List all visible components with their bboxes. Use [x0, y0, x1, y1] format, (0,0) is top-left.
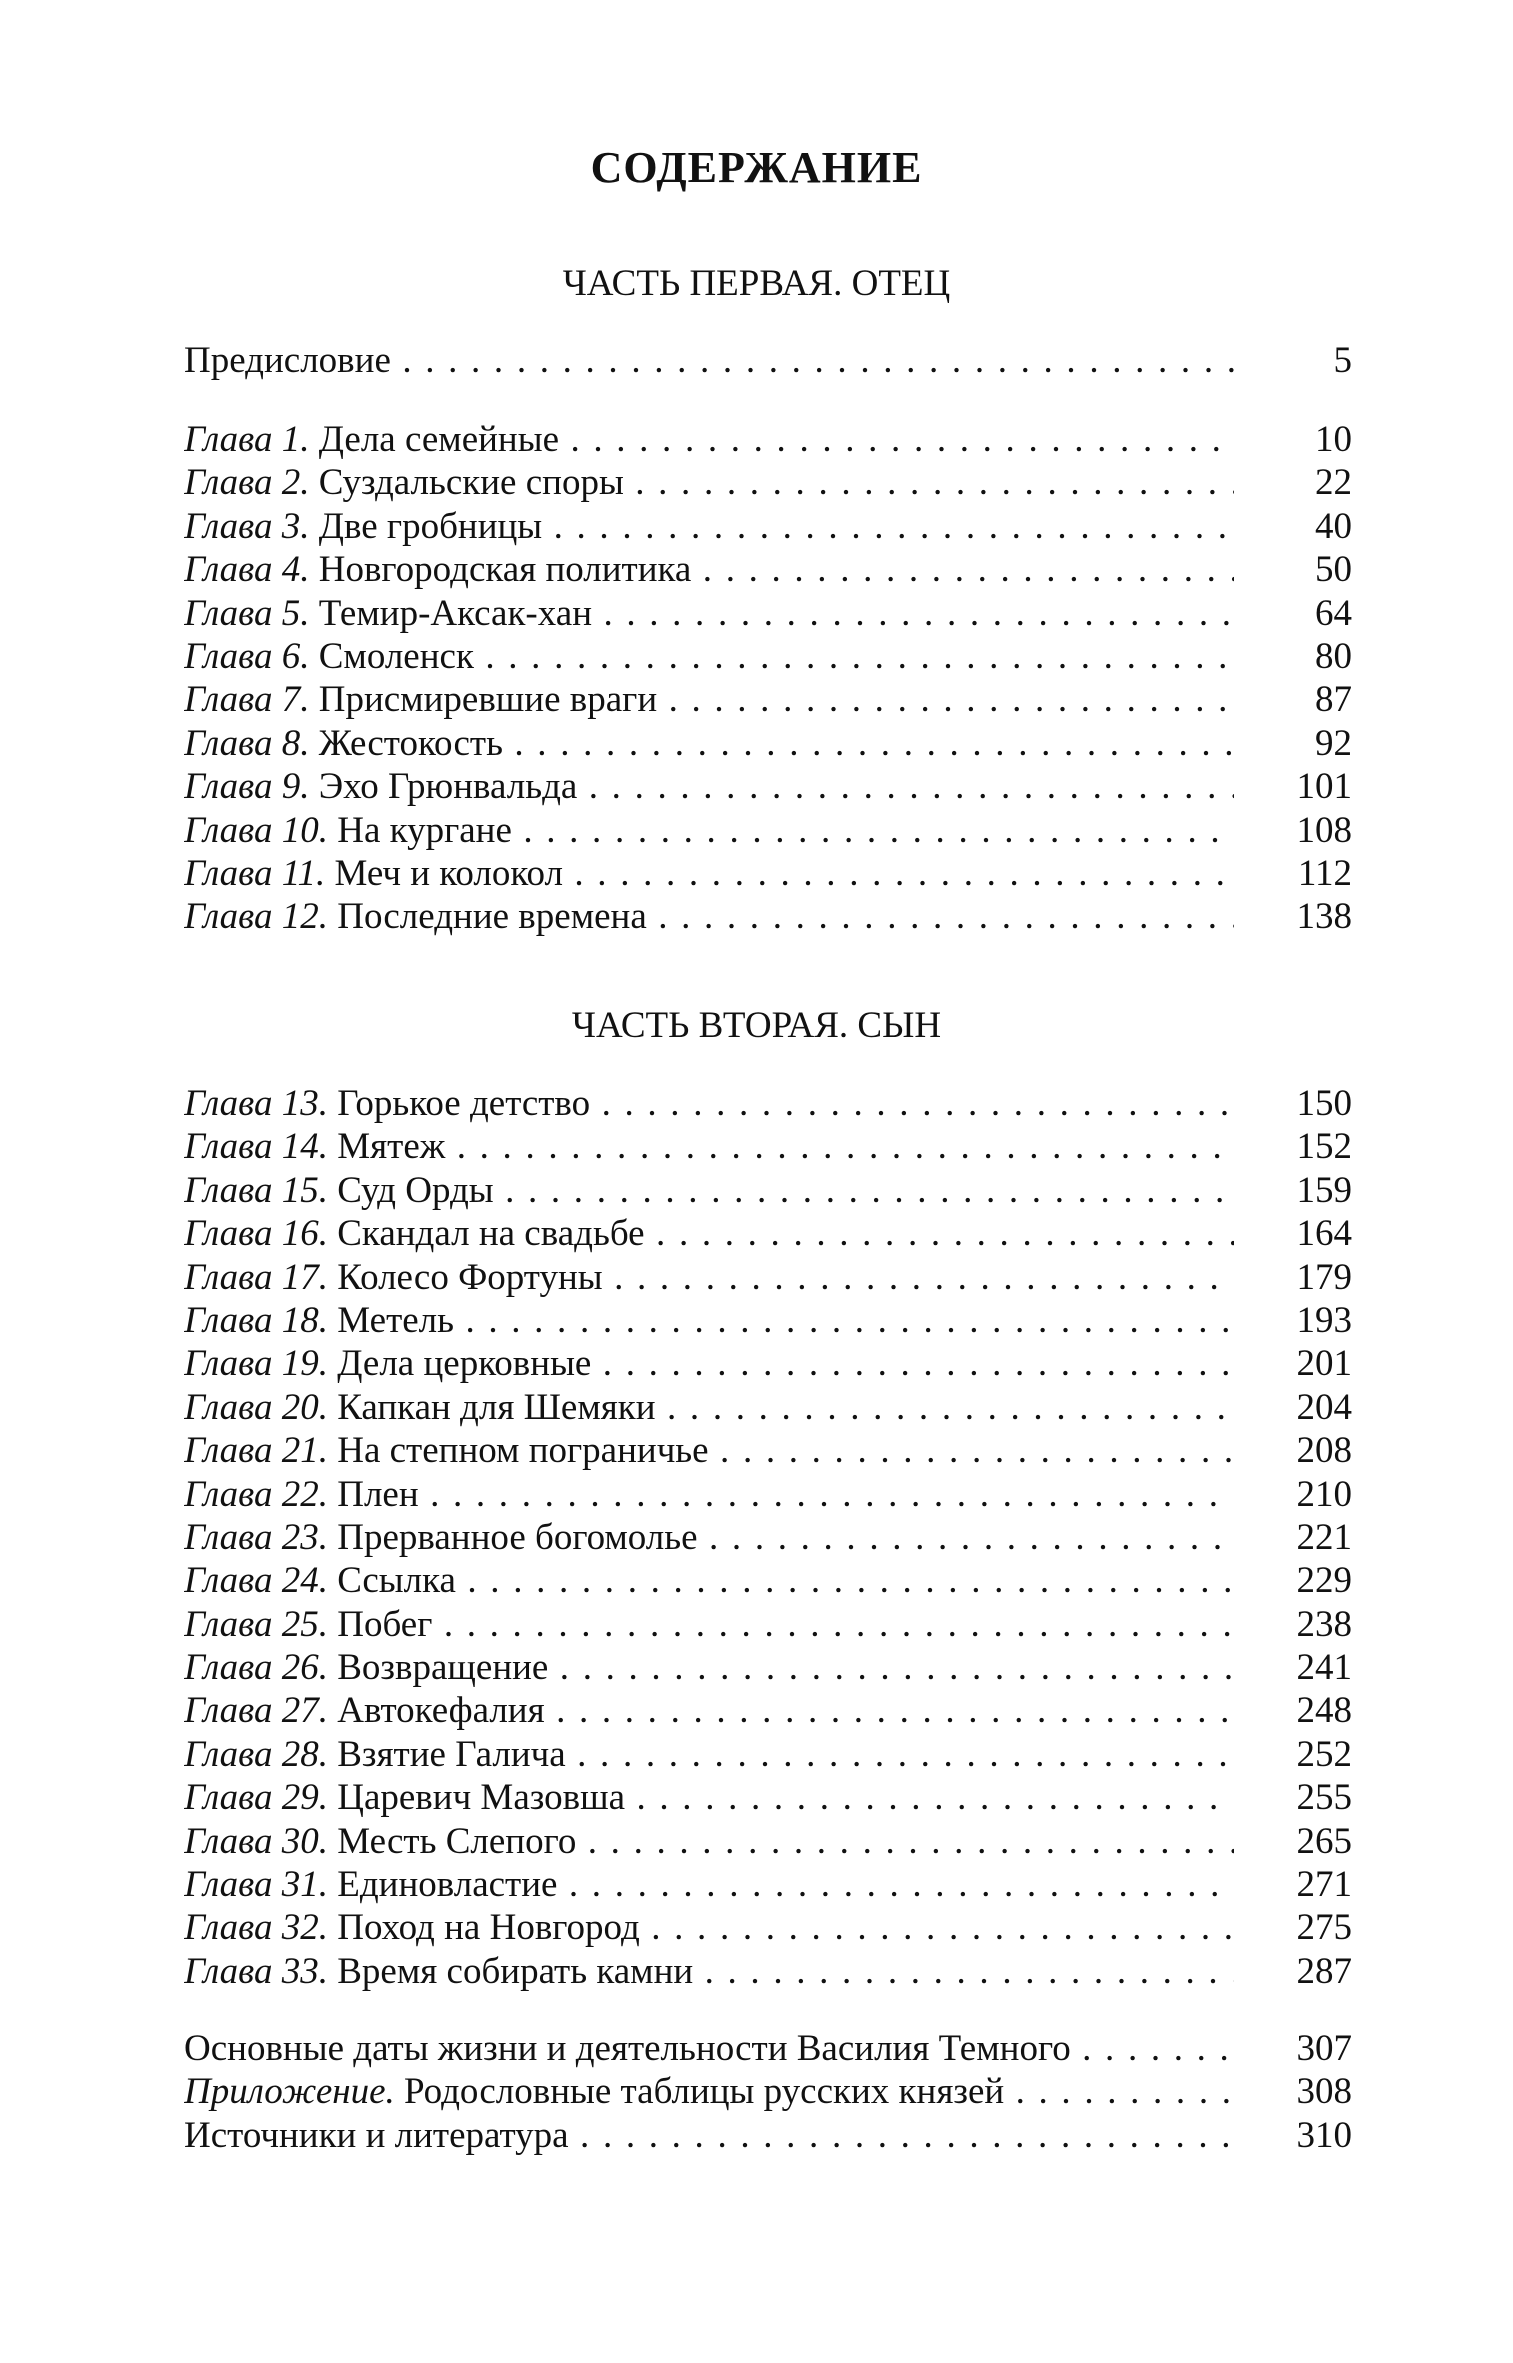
- toc-entry-chapter[interactable]: [184, 1082, 1352, 1125]
- entry-page-number: 201: [1296, 1343, 1352, 1385]
- toc-entry-chapter[interactable]: [184, 1429, 1352, 1472]
- chapter-label: Глава 3.: [184, 505, 310, 547]
- toc-entry-chapter[interactable]: [184, 1212, 1352, 1255]
- chapter-label: Глава 1.: [184, 419, 310, 460]
- toc-entry-chapter[interactable]: [184, 1863, 1352, 1906]
- toc-entry-chapter[interactable]: [184, 1820, 1352, 1863]
- chapter-label: Глава 9.: [184, 766, 310, 808]
- toc-entry-chapter[interactable]: [184, 1689, 1352, 1732]
- toc-entry-chapter[interactable]: [184, 1342, 1352, 1385]
- chapter-label: Глава 31.: [184, 1864, 328, 1906]
- chapter-label: Глава 17.: [184, 1256, 328, 1298]
- toc-entry-chapter[interactable]: [184, 1256, 1352, 1299]
- entry-page-number: 22: [1315, 462, 1352, 504]
- toc-part-one-chapters: [184, 418, 1352, 939]
- entry-page-number: 241: [1296, 1647, 1352, 1689]
- entry-title: Суд Орды: [337, 1169, 494, 1211]
- entry-page-number: 208: [1296, 1430, 1352, 1472]
- chapter-label: Глава 11.: [184, 852, 326, 894]
- entry-page-number: 150: [1296, 1083, 1352, 1124]
- chapter-label: Глава 2.: [184, 462, 310, 504]
- toc-entry-chapter[interactable]: [184, 1559, 1352, 1602]
- entry-title: Новгородская политика: [318, 549, 692, 591]
- entry-page-number: 271: [1296, 1864, 1352, 1906]
- toc-entry-appendix[interactable]: [184, 2114, 1352, 2157]
- entry-title: Основные даты жизни и деятельности Василия Темного: [184, 2028, 1071, 2069]
- entry-title: Присмиревшие враги: [318, 679, 658, 721]
- toc-entry-chapter[interactable]: [184, 1386, 1352, 1429]
- entry-page-number: 10: [1315, 419, 1352, 460]
- entry-page-number: 108: [1296, 809, 1352, 851]
- entry-page-number: 248: [1296, 1690, 1352, 1732]
- chapter-label: Глава 5.: [184, 592, 310, 634]
- toc-part-two-chapters: [184, 1082, 1352, 1993]
- entry-title: Единовластие: [337, 1864, 558, 1906]
- toc-entry-chapter[interactable]: [184, 1299, 1352, 1342]
- chapter-label: Глава 29.: [184, 1777, 328, 1819]
- toc-entry-chapter[interactable]: [184, 505, 1352, 548]
- entry-title: Колесо Фортуны: [337, 1256, 603, 1298]
- entry-page-number: 64: [1315, 592, 1352, 634]
- entry-title: Скандал на свадьбе: [337, 1213, 645, 1255]
- toc-entry-chapter[interactable]: [184, 1733, 1352, 1776]
- entry-title: Суздальские споры: [318, 462, 624, 504]
- entry-title: Дела семейные: [318, 419, 559, 460]
- entry-page-number: 204: [1296, 1386, 1352, 1428]
- entry-title: Последние времена: [337, 896, 647, 938]
- entry-title: Ссылка: [337, 1560, 456, 1602]
- entry-title: Источники и литература: [184, 2114, 569, 2156]
- entry-page-number: 221: [1296, 1516, 1352, 1558]
- entry-page-number: 229: [1296, 1560, 1352, 1602]
- entry-page-number: 152: [1296, 1126, 1352, 1168]
- toc-entry-chapter[interactable]: [184, 548, 1352, 591]
- entry-title: Эхо Грюнвальда: [318, 766, 578, 808]
- entry-title: Смоленск: [318, 635, 474, 677]
- chapter-label: Глава 12.: [184, 896, 328, 938]
- chapter-label: Глава 7.: [184, 679, 310, 721]
- toc-entry-chapter[interactable]: [184, 809, 1352, 852]
- toc-entry-preface[interactable]: [184, 339, 1352, 382]
- toc-entry-chapter[interactable]: [184, 1646, 1352, 1689]
- entry-page-number: 252: [1296, 1733, 1352, 1775]
- chapter-label: Глава 22.: [184, 1473, 328, 1515]
- toc-entry-chapter[interactable]: [184, 1516, 1352, 1559]
- entry-title: Родословные таблицы русских князей: [404, 2071, 1005, 2113]
- toc-entry-chapter[interactable]: [184, 852, 1352, 895]
- entry-page-number: 80: [1315, 635, 1352, 677]
- toc-appendices: [184, 2027, 1352, 2157]
- toc-entry-appendix[interactable]: [184, 2070, 1352, 2113]
- entry-page-number: 138: [1296, 896, 1352, 938]
- toc-entry-chapter[interactable]: [184, 1473, 1352, 1516]
- toc-entry-chapter[interactable]: [184, 1950, 1352, 1993]
- entry-page-number: 210: [1296, 1473, 1352, 1515]
- entry-page-number: 164: [1296, 1213, 1352, 1255]
- chapter-label: Глава 16.: [184, 1213, 328, 1255]
- entry-page-number: 159: [1296, 1169, 1352, 1211]
- chapter-label: Глава 25.: [184, 1603, 328, 1645]
- entry-title: Царевич Мазовша: [337, 1777, 626, 1819]
- entry-page-number: 101: [1296, 766, 1352, 808]
- toc-preface-block: [184, 339, 1352, 382]
- toc-entry-chapter[interactable]: [184, 895, 1352, 938]
- entry-title: Мятеж: [337, 1126, 446, 1168]
- entry-title: Взятие Галича: [337, 1733, 566, 1775]
- entry-title: Побег: [337, 1603, 433, 1645]
- toc-entry-chapter[interactable]: [184, 1125, 1352, 1168]
- chapter-label: Глава 33.: [184, 1950, 328, 1992]
- entry-title: Автокефалия: [337, 1690, 545, 1732]
- entry-page-number: 112: [1297, 852, 1352, 894]
- entry-title: На степном пограничье: [337, 1430, 709, 1472]
- entry-title: Возвращение: [337, 1647, 549, 1689]
- entry-page-number: 307: [1296, 2028, 1352, 2069]
- entry-title: Поход на Новгород: [337, 1907, 640, 1949]
- part-one-heading: ЧАСТЬ ПЕРВАЯ. ОТЕЦ: [562, 263, 951, 304]
- chapter-label: Глава 27.: [184, 1690, 328, 1732]
- entry-title: Месть Слепого: [337, 1820, 577, 1862]
- chapter-label: Глава 13.: [184, 1083, 328, 1124]
- entry-page-number: 5: [1333, 340, 1352, 381]
- chapter-label: Глава 19.: [184, 1343, 328, 1385]
- chapter-label: Глава 32.: [184, 1907, 328, 1949]
- chapter-label: Глава 6.: [184, 635, 310, 677]
- entry-title: Время собирать камни: [337, 1950, 694, 1992]
- chapter-label: Глава 18.: [184, 1299, 328, 1341]
- entry-page-number: 179: [1296, 1256, 1352, 1298]
- toc-entry-chapter[interactable]: [184, 1169, 1352, 1212]
- chapter-label: Глава 30.: [184, 1820, 328, 1862]
- entry-title: Плен: [337, 1473, 419, 1515]
- toc-entry-chapter[interactable]: [184, 1906, 1352, 1949]
- entry-title: Две гробницы: [318, 505, 543, 547]
- toc-entry-chapter[interactable]: [184, 722, 1352, 765]
- entry-page-number: 275: [1296, 1907, 1352, 1949]
- toc-entry-appendix[interactable]: [184, 2027, 1352, 2070]
- chapter-label: Глава 21.: [184, 1430, 328, 1472]
- chapter-label: Глава 15.: [184, 1169, 328, 1211]
- entry-title: Капкан для Шемяки: [337, 1386, 656, 1428]
- chapter-label: Глава 14.: [184, 1126, 328, 1168]
- toc-entry-chapter[interactable]: [184, 1603, 1352, 1646]
- entry-page-number: 255: [1296, 1777, 1352, 1819]
- entry-title: Темир-Аксак-хан: [318, 592, 592, 634]
- chapter-label: Глава 26.: [184, 1647, 328, 1689]
- toc-entry-chapter[interactable]: [184, 635, 1352, 678]
- chapter-label: Глава 4.: [184, 549, 310, 591]
- entry-page-number: 238: [1296, 1603, 1352, 1645]
- entry-page-number: 40: [1315, 505, 1352, 547]
- entry-page-number: 287: [1296, 1950, 1352, 1992]
- appendix-label: Приложение.: [184, 2071, 395, 2113]
- entry-title: Предисловие: [184, 340, 391, 381]
- chapter-label: Глава 20.: [184, 1386, 328, 1428]
- entry-title: Жестокость: [318, 722, 503, 764]
- entry-page-number: 87: [1315, 679, 1352, 721]
- entry-page-number: 265: [1296, 1820, 1352, 1862]
- toc-entry-chapter[interactable]: [184, 461, 1352, 504]
- entry-page-number: 92: [1315, 722, 1352, 764]
- toc-entry-chapter[interactable]: [184, 418, 1352, 461]
- chapter-label: Глава 28.: [184, 1733, 328, 1775]
- entry-page-number: 310: [1296, 2114, 1352, 2156]
- page-title: СОДЕРЖАНИЕ: [590, 143, 923, 192]
- chapter-label: Глава 8.: [184, 722, 310, 764]
- toc-entry-chapter[interactable]: [184, 1776, 1352, 1819]
- entry-page-number: 50: [1315, 549, 1352, 591]
- entry-title: Меч и колокол: [334, 852, 563, 894]
- entry-page-number: 193: [1296, 1299, 1352, 1341]
- entry-title: Прерванное богомолье: [337, 1516, 698, 1558]
- entry-page-number: 308: [1296, 2071, 1352, 2113]
- chapter-label: Глава 23.: [184, 1516, 328, 1558]
- part-two-heading: ЧАСТЬ ВТОРАЯ. СЫН: [571, 1005, 942, 1046]
- toc-entry-chapter[interactable]: [184, 592, 1352, 635]
- entry-title: На кургане: [337, 809, 512, 851]
- entry-title: Метель: [337, 1299, 454, 1341]
- toc-entry-chapter[interactable]: [184, 765, 1352, 808]
- toc-entry-chapter[interactable]: [184, 678, 1352, 721]
- entry-title: Горькое детство: [337, 1083, 591, 1124]
- chapter-label: Глава 24.: [184, 1560, 328, 1602]
- chapter-label: Глава 10.: [184, 809, 328, 851]
- entry-title: Дела церковные: [337, 1343, 592, 1385]
